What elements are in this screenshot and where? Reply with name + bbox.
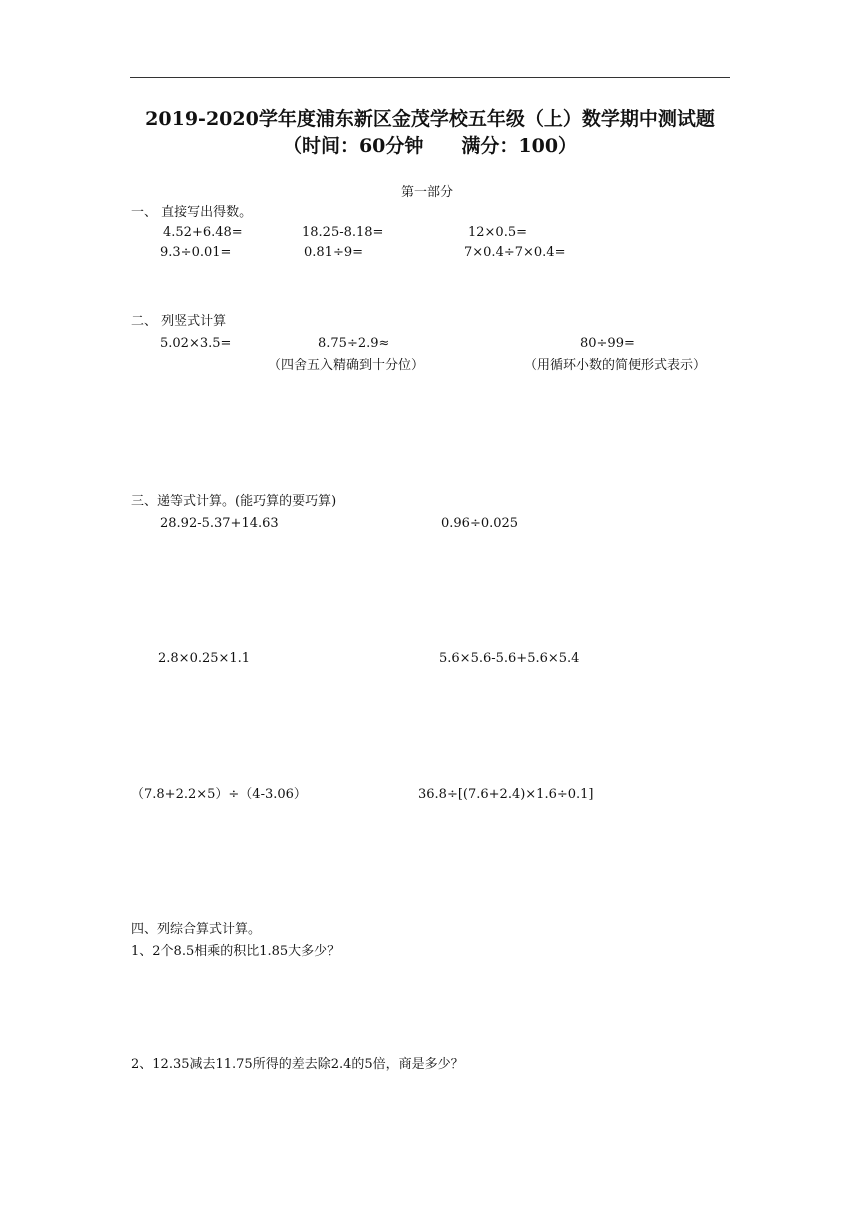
s3-item: 5.6×5.6-5.6+5.6×5.4	[439, 651, 580, 666]
s1-item: 18.25-8.18=	[302, 225, 384, 240]
s3-item: 0.96÷0.025	[441, 516, 519, 531]
s3-item: 2.8×0.25×1.1	[158, 651, 251, 666]
page-subtitle: （时间：60分钟 满分：100）	[282, 135, 578, 157]
s2-item: 8.75÷2.9≈	[318, 336, 390, 351]
s2-item: 5.02×3.5=	[160, 336, 232, 351]
s3-item: 36.8÷[(7.6+2.4)×1.6÷0.1]	[418, 787, 594, 802]
section2-heading: 二、 列竖式计算	[131, 314, 227, 329]
s1-item: 7×0.4÷7×0.4=	[464, 245, 566, 260]
s2-note: （用循环小数的简便形式表示）	[524, 358, 707, 373]
s1-item: 9.3÷0.01=	[160, 245, 232, 260]
s1-item: 12×0.5=	[468, 225, 528, 240]
s2-item: 80÷99=	[580, 336, 635, 351]
s1-item: 4.52+6.48=	[163, 225, 243, 240]
s4-question: 1、2个8.5相乘的积比1.85大多少？	[131, 944, 341, 959]
section3-heading: 三、递等式计算。(能巧算的要巧算)	[131, 494, 337, 509]
s3-item: 28.92-5.37+14.63	[160, 516, 279, 531]
s2-note: （四舍五入精确到十分位）	[268, 358, 425, 373]
s4-question: 2、12.35减去11.75所得的差去除2.4的5倍，商是多少？	[131, 1057, 464, 1072]
section4-heading: 四、列综合算式计算。	[131, 922, 262, 937]
s1-item: 0.81÷9=	[304, 245, 364, 260]
section1-heading: 一、 直接写出得数。	[131, 205, 253, 220]
s3-item: （7.8+2.2×5）÷（4-3.06）	[131, 787, 307, 802]
header-rule	[130, 77, 730, 78]
page-title: 2019-2020学年度浦东新区金茂学校五年级（上）数学期中测试题	[145, 108, 715, 130]
part-label: 第一部分	[401, 185, 454, 200]
